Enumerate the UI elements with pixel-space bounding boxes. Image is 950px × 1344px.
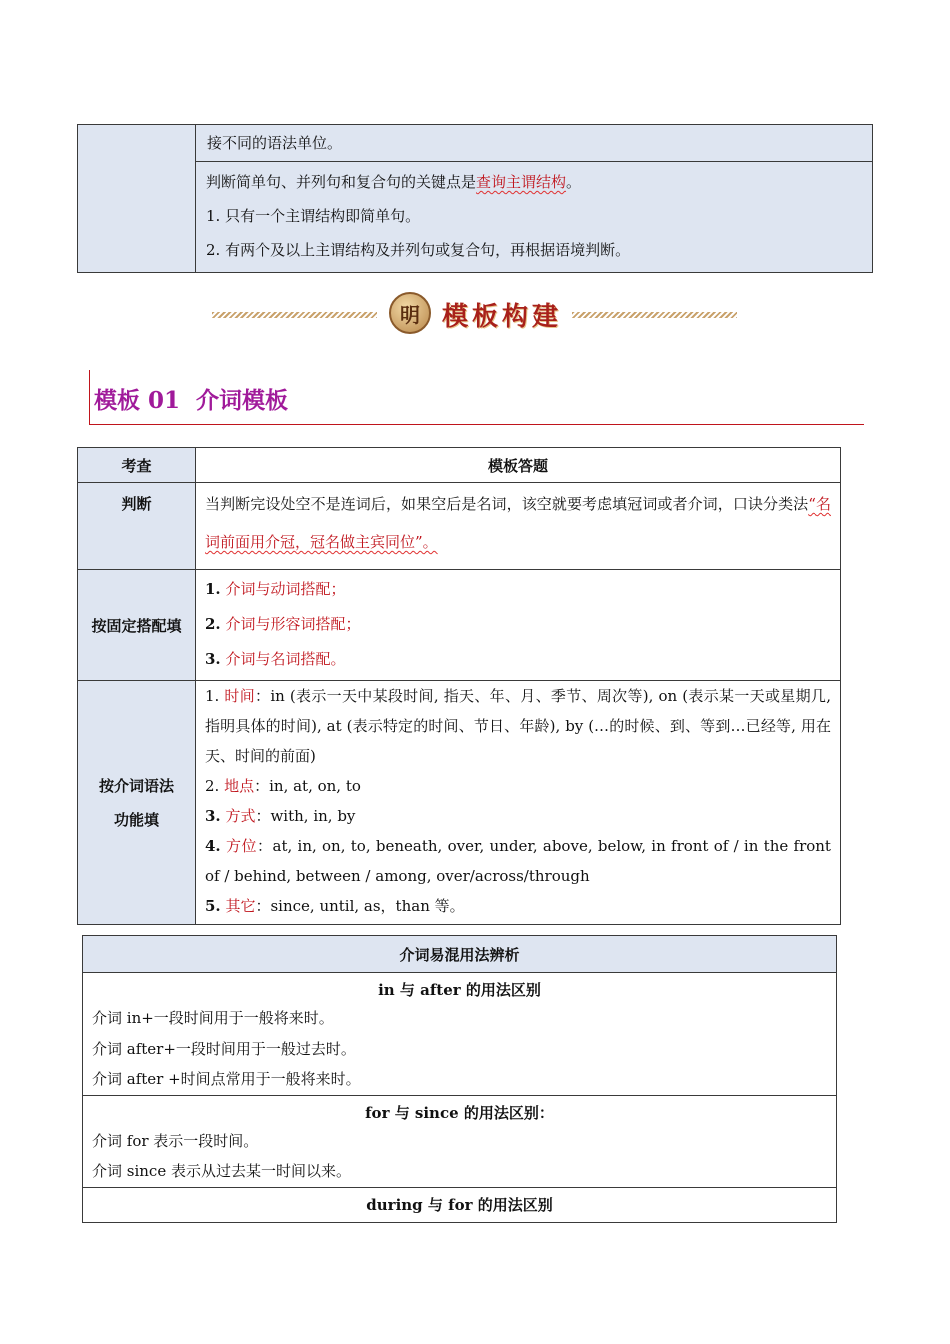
- group-during-for: [83, 1187, 837, 1222]
- group-heading: for 与 since 的用法区别：: [365, 1103, 554, 1122]
- top-table-cell-1: [196, 125, 873, 162]
- top-table: [77, 124, 873, 273]
- row-content-function: [196, 681, 841, 925]
- top-table-cell-1-text: 接不同的语法单位。: [207, 134, 343, 152]
- group-heading: during 与 for 的用法区别: [366, 1195, 553, 1214]
- list-item: 介词 in+一段时间用于一般将来时。: [92, 1009, 334, 1027]
- list-item: 2. 介词与形容词搭配；: [205, 615, 361, 633]
- list-item: 3. 介词与名词搭配。: [205, 650, 346, 668]
- table-row: [78, 681, 841, 925]
- top-table-cell-2: [196, 162, 873, 273]
- highlight-text: 查询主谓结构: [476, 173, 567, 191]
- list-item: 介词 since 表示从过去某一时间以来。: [92, 1162, 351, 1180]
- list-item: 介词 after+一段时间用于一般过去时。: [92, 1039, 356, 1058]
- list-item: 2. 地点：in, at, on, to: [205, 777, 361, 795]
- list-item: 介词 for 表示一段时间。: [92, 1131, 259, 1150]
- group-heading: in 与 after 的用法区别: [378, 981, 541, 999]
- template-table: [77, 447, 841, 925]
- confusion-table-title: 介词易混用法辨析: [83, 936, 837, 973]
- row-label-judge: 判断: [78, 483, 196, 570]
- header-col-1: 考查: [78, 448, 196, 483]
- list-item: 1. 介词与动词搭配；: [205, 580, 346, 598]
- banner-title: 模板构建: [442, 302, 563, 332]
- list-item: 1. 时间：in (表示一天中某段时间, 指天、年、月、季节、周次等), on (表示某一天或星期几, 指明具体的时间), at (表示特定的时间、节日、年龄), by (…的时候、到、等到…已经等, 用在天、时间的前面): [205, 687, 831, 765]
- list-item: 介词 after +时间点常用于一般将来时。: [92, 1070, 361, 1088]
- list-item: 3. 方式：with, in, by: [205, 807, 356, 825]
- header-col-2: 模板答题: [196, 448, 841, 483]
- section-heading: [89, 370, 864, 425]
- top-table-line-3: 2. 有两个及以上主谓结构及并列句或复合句，再根据语境判断。: [206, 241, 631, 259]
- list-item: 5. 其它：since, until, as，than 等。: [205, 897, 465, 915]
- group-for-since: [83, 1095, 837, 1187]
- top-table-label-cell: [78, 125, 196, 273]
- list-item: 4. 方位：at, in, on, to, beneath, over, under, above, below, in front of / in the front of / behind, between / among, over/across/through: [205, 837, 831, 885]
- row-content-collocation: [196, 570, 841, 681]
- row-label-collocation: 按固定搭配填: [78, 570, 196, 681]
- template-table-header: [78, 448, 841, 483]
- group-in-after: [83, 973, 837, 1096]
- confusion-table: [82, 935, 837, 1223]
- top-table-line-2: 1. 只有一个主谓结构即简单句。: [206, 207, 421, 225]
- top-table-line-1: 判断简单句、并列句和复合句的关键点是查询主谓结构。: [206, 173, 582, 191]
- mnemonic-text: “名词前面用介冠，冠名做主宾同位”。: [205, 495, 831, 551]
- table-row: [78, 483, 841, 570]
- row-label-function: 按介词语法 功能填: [78, 681, 196, 925]
- banner-stripe-left: [212, 312, 377, 318]
- row-content-judge: 当判断完设处空不是连词后，如果空后是名词，该空就要考虑填冠词或者介词，口诀分类法“名词前面用介冠，冠名做主宾同位”。: [196, 483, 841, 570]
- section-title: 模板 01 介词模板: [94, 387, 289, 414]
- section-banner: [212, 290, 737, 338]
- medal-icon: 明: [389, 292, 431, 334]
- banner-stripe-right: [572, 312, 737, 318]
- table-row: [78, 570, 841, 681]
